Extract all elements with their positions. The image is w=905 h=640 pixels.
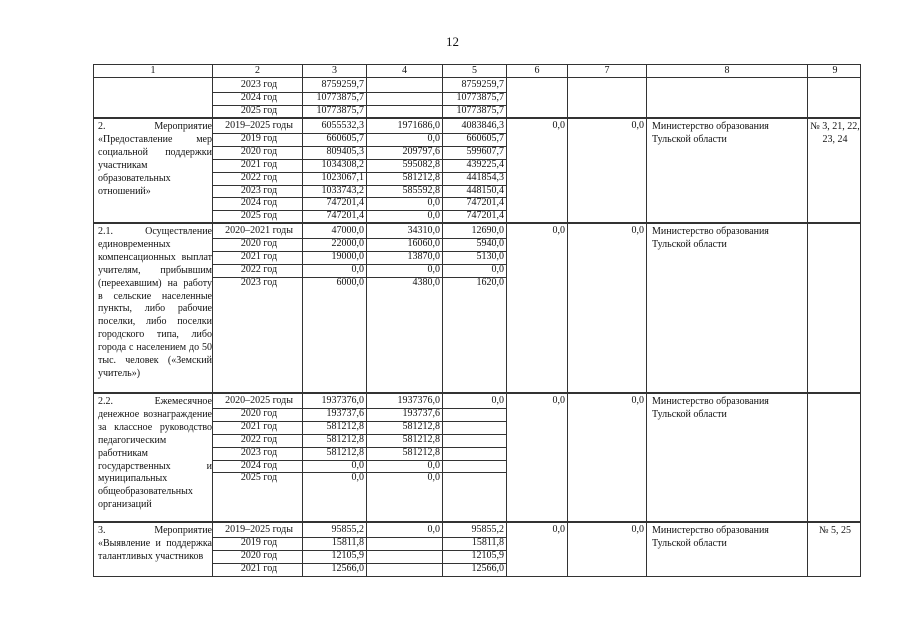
year-cell: 2023 год [240,276,278,288]
value-cell-c5: 5940,0 [476,237,504,249]
year-cell: 2023 год [240,79,278,90]
value-cell-c3: 47000,0 [331,225,364,236]
value-cell-c5: 747201,4 [466,210,504,222]
value-cell-c3: 95855,2 [331,524,364,535]
year-cell: 2020 год [240,145,278,157]
column-divider [212,119,213,222]
year-cell: 2019–2025 годы [225,120,293,131]
value-cell-c4: 585592,8 [402,184,440,196]
activity-description: 2.2. Ежемесячное денежное вознаграждение за классное руководство педагогическим работникам государственных и муниципальных общеобразовательных организаций [98,396,212,511]
value-cell-c4: 595082,8 [402,158,440,170]
value-cell-c5: 4083846,3 [461,120,504,131]
responsible-ministry: Министерство образования Тульской области [652,226,769,250]
column-divider [212,394,213,521]
column-divider [646,119,647,222]
value-cell-c7: 0,0 [631,395,644,406]
indicator-refs: № 5, 25 [818,525,852,536]
value-cell-c3: 22000,0 [331,237,364,249]
column-divider [807,523,808,576]
value-cell-c5: 8759259,7 [461,79,504,90]
column-divider [506,119,507,222]
value-cell-c5: 15811,8 [471,536,504,548]
column-divider [807,394,808,521]
column-divider [567,224,568,392]
responsible-ministry: Министерство образования Тульской области [652,525,769,549]
column-divider [442,394,443,521]
column-divider [506,224,507,392]
indicator-refs: № 3, 21, 22, 23, 24 [810,121,860,145]
year-cell: 2024 год [240,91,278,103]
year-cell: 2020 год [240,549,278,561]
value-cell-c4: 0,0 [427,263,440,275]
column-divider [212,224,213,392]
activity-description: 3. Мероприятие «Выявление и поддержка талантливых участников [98,525,212,562]
column-divider [366,78,367,117]
value-cell-c5: 439225,4 [466,158,504,170]
value-cell-c7: 0,0 [631,120,644,131]
column-divider [646,523,647,576]
table-block [93,393,861,522]
year-cell: 2021 год [240,250,278,262]
year-cell: 2019–2025 годы [225,524,293,535]
value-cell-c4: 34310,0 [407,225,440,236]
column-divider [646,394,647,521]
value-cell-c4: 1971686,0 [397,120,440,131]
value-cell-c3: 581212,8 [326,446,364,458]
value-cell-c4: 1937376,0 [397,395,440,406]
year-cell: 2025 год [240,210,278,222]
value-cell-c6: 0,0 [552,225,565,236]
value-cell-c5: 10773875,7 [456,91,504,103]
year-cell: 2024 год [240,197,278,209]
value-cell-c4: 581212,8 [402,433,440,445]
responsible-ministry: Министерство образования Тульской области [652,396,769,420]
header-col-3: 3 [302,65,366,77]
header-col-5: 5 [442,65,506,77]
table-body [93,77,861,577]
value-cell-c6: 0,0 [552,120,565,131]
column-divider [506,394,507,521]
value-cell-c5: 95855,2 [471,524,504,535]
table-block [93,223,861,393]
table-block [93,77,861,118]
year-cell: 2022 год [240,263,278,275]
value-cell-c3: 10773875,7 [316,104,364,116]
year-cell: 2023 год [240,184,278,196]
value-cell-c4: 193737,6 [402,407,440,419]
value-cell-c3: 747201,4 [326,197,364,209]
year-cell: 2021 год [240,562,278,574]
value-cell-c3: 0,0 [351,472,364,484]
column-divider [646,224,647,392]
year-cell: 2021 год [240,420,278,432]
value-cell-c6: 0,0 [552,524,565,535]
year-cell: 2020 год [240,407,278,419]
value-cell-c5: 10773875,7 [456,104,504,116]
value-cell-c3: 6055532,3 [321,120,364,131]
value-cell-c4: 0,0 [427,472,440,484]
header-col-8: 8 [646,65,807,77]
value-cell-c3: 1034308,2 [321,158,364,170]
column-divider [807,119,808,222]
value-cell-c3: 12105,9 [331,549,364,561]
value-cell-c3: 581212,8 [326,420,364,432]
year-cell: 2025 год [240,104,278,116]
header-col-4: 4 [366,65,442,77]
activity-description: 2.1. Осуществление единовременных компенсационных выплат учителям, прибывшим (переехавшим) на работу в сельские населенные пункты, либо рабочие поселки, либо поселки городского типа, либо города с населением до 50 тыс. человек («Земский учитель») [98,226,212,379]
column-divider [567,394,568,521]
value-cell-c4: 0,0 [427,524,440,535]
value-cell-c3: 6000,0 [336,276,364,288]
value-cell-c6: 0,0 [552,395,565,406]
value-cell-c3: 15811,8 [331,536,364,548]
value-cell-c5: 12690,0 [471,225,504,236]
year-cell: 2022 год [240,171,278,183]
page-number: 12 [446,34,459,49]
table-block [93,118,861,223]
value-cell-c3: 660605,7 [326,132,364,144]
value-cell-c5: 441854,3 [466,171,504,183]
year-cell: 2025 год [240,472,278,484]
value-cell-c3: 1023067,1 [321,171,364,183]
table-header-row [93,64,861,77]
header-col-9: 9 [807,65,862,77]
value-cell-c5: 12105,9 [471,549,504,561]
value-cell-c5: 448150,4 [466,184,504,196]
value-cell-c5: 5130,0 [476,250,504,262]
header-col-6: 6 [506,65,567,77]
year-cell: 2019 год [240,536,278,548]
year-cell: 2019 год [240,132,278,144]
column-divider [567,78,568,117]
value-cell-c4: 0,0 [427,197,440,209]
value-cell-c7: 0,0 [631,225,644,236]
value-cell-c3: 747201,4 [326,210,364,222]
value-cell-c4: 0,0 [427,459,440,471]
value-cell-c4: 0,0 [427,210,440,222]
column-divider [212,78,213,117]
column-divider [506,78,507,117]
year-cell: 2021 год [240,158,278,170]
budget-table [93,64,861,577]
value-cell-c5: 0,0 [491,263,504,275]
value-cell-c3: 1937376,0 [321,395,364,406]
value-cell-c4: 16060,0 [407,237,440,249]
column-divider [807,78,808,117]
value-cell-c7: 0,0 [631,524,644,535]
value-cell-c3: 0,0 [351,459,364,471]
value-cell-c3: 19000,0 [331,250,364,262]
activity-description: 2. Мероприятие «Предоставление мер социальной поддержки участникам образовательных отношений» [98,121,212,197]
year-cell: 2020–2025 годы [225,395,293,406]
table-block [93,522,861,577]
value-cell-c5: 1620,0 [476,276,504,288]
value-cell-c3: 809405,3 [326,145,364,157]
value-cell-c4: 4380,0 [412,276,440,288]
value-cell-c5: 747201,4 [466,197,504,209]
header-col-7: 7 [567,65,646,77]
header-col-2: 2 [212,65,302,77]
column-divider [807,224,808,392]
year-cell: 2022 год [240,433,278,445]
value-cell-c4: 581212,8 [402,420,440,432]
value-cell-c4: 13870,0 [407,250,440,262]
value-cell-c3: 0,0 [351,263,364,275]
year-cell: 2023 год [240,446,278,458]
header-col-1: 1 [150,65,156,76]
year-cell: 2020–2021 годы [225,225,293,236]
year-cell: 2024 год [240,459,278,471]
column-divider [646,78,647,117]
value-cell-c4: 581212,8 [402,171,440,183]
value-cell-c3: 1033743,2 [321,184,364,196]
value-cell-c5: 0,0 [491,395,504,406]
value-cell-c3: 8759259,7 [321,79,364,90]
column-divider [567,119,568,222]
value-cell-c3: 193737,6 [326,407,364,419]
value-cell-c4: 581212,8 [402,446,440,458]
value-cell-c3: 581212,8 [326,433,364,445]
value-cell-c5: 660605,7 [466,132,504,144]
value-cell-c5: 599607,7 [466,145,504,157]
value-cell-c5: 12566,0 [471,562,504,574]
value-cell-c3: 12566,0 [331,562,364,574]
year-cell: 2020 год [240,237,278,249]
value-cell-c4: 0,0 [427,132,440,144]
value-cell-c4: 209797,6 [402,145,440,157]
value-cell-c3: 10773875,7 [316,91,364,103]
responsible-ministry: Министерство образования Тульской области [652,121,769,145]
